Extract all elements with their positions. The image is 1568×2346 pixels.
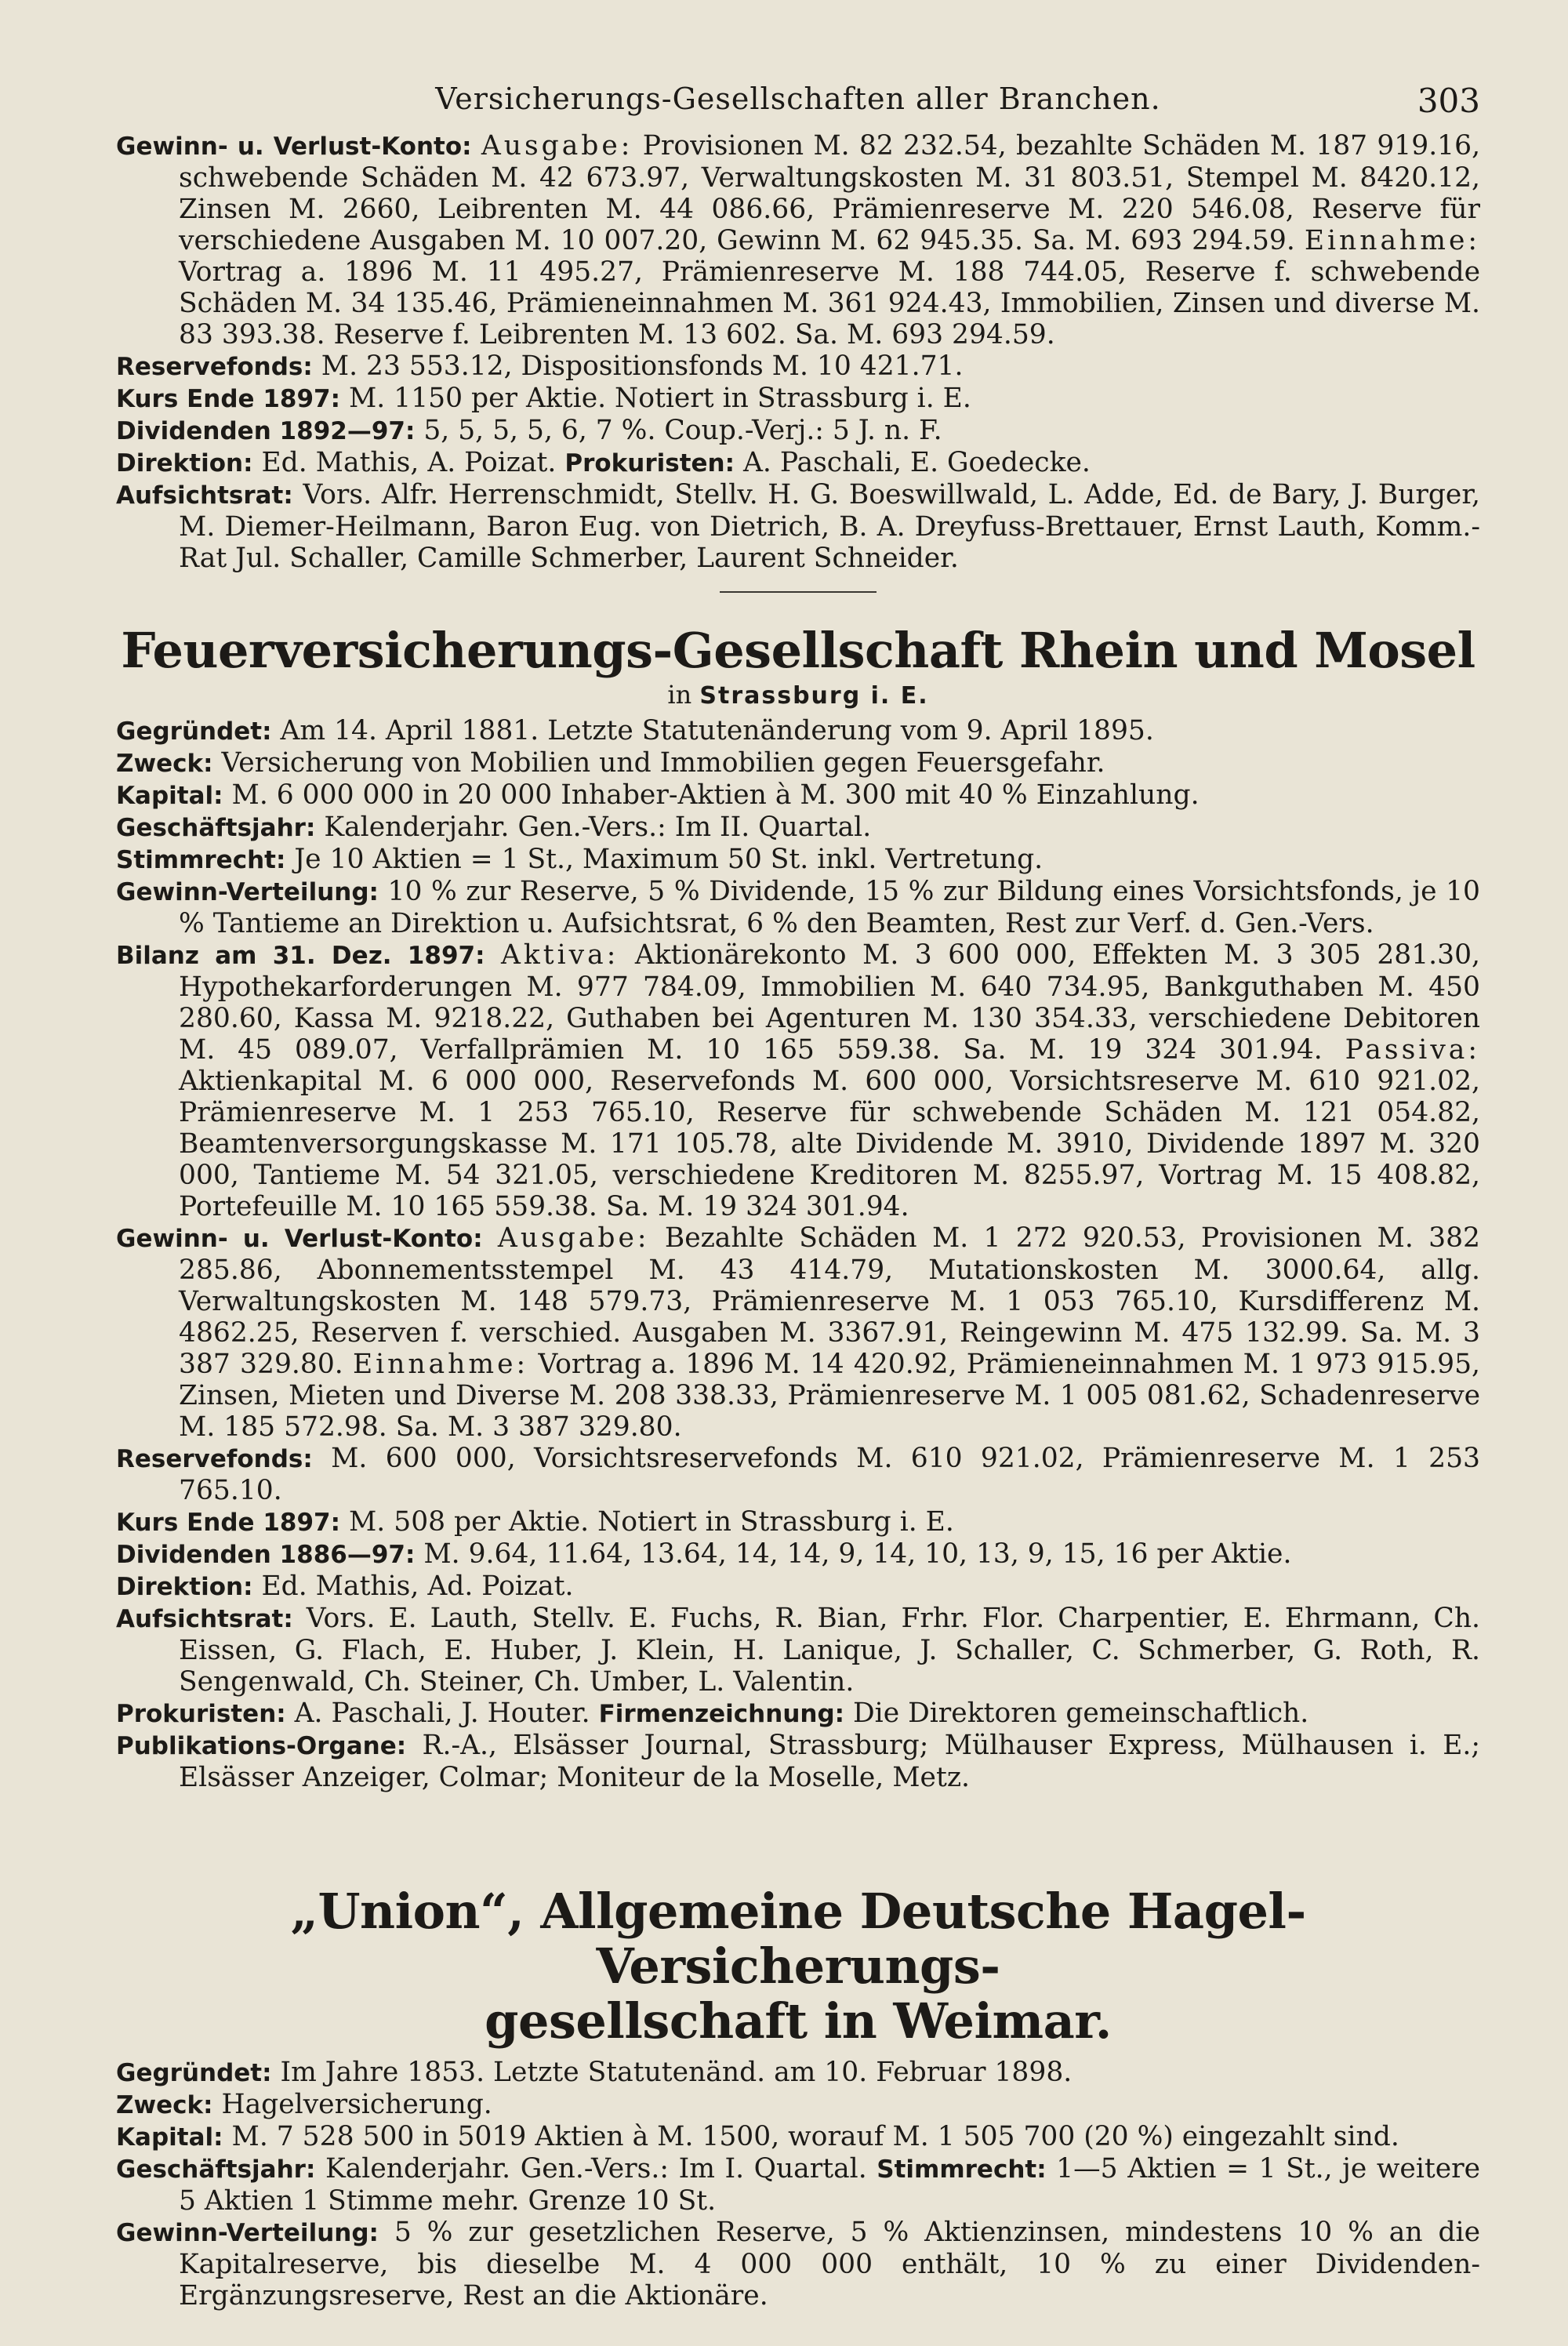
reservefonds-entry: Reservefonds: M. 600 000, Vorsichtsreservefonds M. 610 921.02, Prämienreserve M. 1 253 765.10.	[116, 1443, 1481, 1506]
prokuristen-entry: Prokuristen: A. Paschali, J. Houter. Firmenzeichnung: Die Direktoren gemeinschaftlich.	[116, 1698, 1309, 1729]
gegruendet-entry: Gegründet: Im Jahre 1853. Letzte Statutenänd. am 10. Februar 1898.	[116, 2057, 1073, 2088]
bilanz-entry: Bilanz am 31. Dez. 1897: Aktiva: Aktionärekonto M. 3 600 000, Effekten M. 3 305 281.30, Hypothekarforderungen M. 977 784.09, Immobilien M. 640 734.95, Bankguthaben M. 450 280.60, Kassa M. 9218.22, Guthaben bei Agenturen M. 130 354.33, verschiedene Debitoren M. 45 089.07, Verfallprämien M. 10 165 559.38. Sa. M. 19 324 301.94. Passiva: Aktienkapital M. 6 000 000, Reservefonds M. 600 000, Vorsichtsreserve M. 610 921.02, Prämienreserve M. 1 253 765.10, Reserve für schwebende Schäden M. 121 054.82, Beamtenversorgungskasse M. 171 105.78, alte Dividende M. 3910, Dividende 1897 M. 320 000, Tantieme M. 54 321.05, verschiedene Kreditoren M. 8255.97, Vortrag M. 15 408.82, Portefeuille M. 10 165 559.38. Sa. M. 19 324 301.94.	[116, 939, 1481, 1222]
geschaeftsjahr-entry: Geschäftsjahr: Kalenderjahr. Gen.-Vers.: Im I. Quartal. Stimmrecht: 1—5 Aktien = 1 St., je weitere 5 Aktien 1 Stimme mehr. Grenze 10 St.	[116, 2153, 1481, 2217]
zweck-entry: Zweck: Hagelversicherung.	[116, 2089, 492, 2120]
aufsichtsrat-entry: Aufsichtsrat: Vors. Alfr. Herrenschmidt, Stellv. H. G. Boeswillwald, L. Adde, Ed. de Bary, J. Burger, M. Diemer-Heilmann, Baron Eug. von Dietrich, B. A. Dreyfuss-Brettauer, Ernst Lauth, Komm.-Rat Jul. Schaller, Camille Schmerber, Laurent Schneider.	[116, 479, 1480, 574]
guv-entry: Gewinn- u. Verlust-Konto: Ausgabe: Bezahlte Schäden M. 1 272 920.53, Provisionen M. 382 285.86, Abonnementsstempel M. 43 414.79, Mutationskosten M. 3000.64, allg. Verwaltungskosten M. 148 579.73, Prämienreserve M. 1 053 765.10, Kursdifferenz M. 4862.25, Reserven f. verschied. Ausgaben M. 3367.91, Reingewinn M. 475 132.99. Sa. M. 3 387 329.80. Einnahme: Vortrag a. 1896 M. 14 420.92, Prämieneinnahmen M. 1 973 915.95, Zinsen, Mieten und Diverse M. 208 338.33, Prämienreserve M. 1 005 081.62, Schadenreserve M. 185 572.98. Sa. M. 3 387 329.80.	[116, 1222, 1481, 1443]
rhein-mosel-section	[116, 623, 1480, 1793]
company-subheading: in Strassburg i. E.	[667, 680, 929, 710]
reservefonds-entry: Reservefonds: M. 23 553.12, Dispositionsfonds M. 10 421.71.	[116, 350, 964, 382]
gewinnverteilung-entry: Gewinn-Verteilung: 5 % zur gesetzlichen Reserve, 5 % Aktienzinsen, mindestens 10 % an die Kapitalreserve, bis dieselbe M. 4 000 000 enthält, 10 % zu einer Dividenden-Ergänzungsreserve, Rest an die Aktionäre.	[116, 2217, 1481, 2312]
union-section	[116, 1884, 1480, 2312]
guv-entry: Gewinn- u. Verlust-Konto: Ausgabe: Provisionen M. 82 232.54, bezahlte Schäden M. 187 919.16, schwebende Schäden M. 42 673.97, Verwaltungskosten M. 31 803.51, Stempel M. 8420.12, Zinsen M. 2660, Leibrenten M. 44 086.66, Prämienreserve M. 220 546.08, Reserve für verschiedene Ausgaben M. 10 007.20, Gewinn M. 62 945.35. Sa. M. 693 294.59. Einnahme: Vortrag a. 1896 M. 11 495.27, Prämienreserve M. 188 744.05, Reserve f. schwebende Schäden M. 34 135.46, Prämieneinnahmen M. 361 924.43, Immobilien, Zinsen und diverse M. 83 393.38. Reserve f. Leibrenten M. 13 602. Sa. M. 693 294.59.	[116, 130, 1481, 350]
gewinnverteilung-entry: Gewinn-Verteilung: 10 % zur Reserve, 5 % Dividende, 15 % zur Bildung eines Vorsichtsfonds, je 10 % Tantieme an Direktion u. Aufsichtsrat, 6 % den Beamten, Rest zur Verf. d. Gen.-Vers.	[116, 876, 1481, 939]
kurs-entry: Kurs Ende 1897: M. 508 per Aktie. Notiert in Strassburg i. E.	[116, 1506, 954, 1538]
direktion-entry: Direktion: Ed. Mathis, A. Poizat. Prokuristen: A. Paschali, E. Goedecke.	[116, 447, 1091, 478]
running-head-title: Versicherungs-Gesellschaften aller Branchen.	[435, 82, 1161, 116]
zweck-entry: Zweck: Versicherung von Mobilien und Immobilien gegen Feuersgefahr.	[116, 747, 1105, 779]
dividenden-entry: Dividenden 1892—97: 5, 5, 5, 5, 6, 7 %. Coup.-Verj.: 5 J. n. F.	[116, 415, 942, 446]
kapital-entry: Kapital: M. 6 000 000 in 20 000 Inhaber-Aktien à M. 300 mit 40 % Einzahlung.	[116, 779, 1200, 811]
dividenden-entry: Dividenden 1886—97: M. 9.64, 11.64, 13.64, 14, 14, 9, 14, 10, 13, 9, 15, 16 per Aktie.	[116, 1538, 1292, 1570]
running-head	[116, 75, 1480, 130]
gegruendet-entry: Gegründet: Am 14. April 1881. Letzte Statutenänderung vom 9. April 1895.	[116, 715, 1154, 746]
aufsichtsrat-entry: Aufsichtsrat: Vors. E. Lauth, Stellv. E. Fuchs, R. Bian, Frhr. Flor. Charpentier, E. Ehrmann, Ch. Eissen, G. Flach, E. Huber, J. Klein, H. Lanique, J. Schaller, C. Schmerber, G. Roth, R. Sengenwald, Ch. Steiner, Ch. Umber, L. Valentin.	[116, 1603, 1481, 1698]
direktion-entry: Direktion: Ed. Mathis, Ad. Poizat.	[116, 1571, 574, 1602]
kapital-entry: Kapital: M. 7 528 500 in 5019 Aktien à M. 1500, worauf M. 1 505 700 (20 %) eingezahlt sind.	[116, 2121, 1399, 2152]
geschaeftsjahr-entry: Geschäftsjahr: Kalenderjahr. Gen.-Vers.: Im II. Quartal.	[116, 812, 872, 843]
company-heading: „Union“, Allgemeine Deutsche Hagel-Versicherungs- gesellschaft in Weimar.	[290, 1883, 1306, 2050]
stimmrecht-entry: Stimmrecht: Je 10 Aktien = 1 St., Maximum 50 St. inkl. Vertretung.	[116, 844, 1044, 875]
previous-company-section	[116, 130, 1480, 574]
page-number: 303	[1417, 82, 1480, 120]
company-heading: Feuerversicherungs-Gesellschaft Rhein und Mosel	[121, 622, 1475, 679]
section-divider	[720, 591, 877, 593]
publikation-entry: Publikations-Organe: R.-A., Elsässer Journal, Strassburg; Mülhauser Express, Mülhausen i. E.; Elsässer Anzeiger, Colmar; Moniteur de la Moselle, Metz.	[116, 1730, 1481, 1793]
kurs-entry: Kurs Ende 1897: M. 1150 per Aktie. Notiert in Strassburg i. E.	[116, 383, 971, 414]
